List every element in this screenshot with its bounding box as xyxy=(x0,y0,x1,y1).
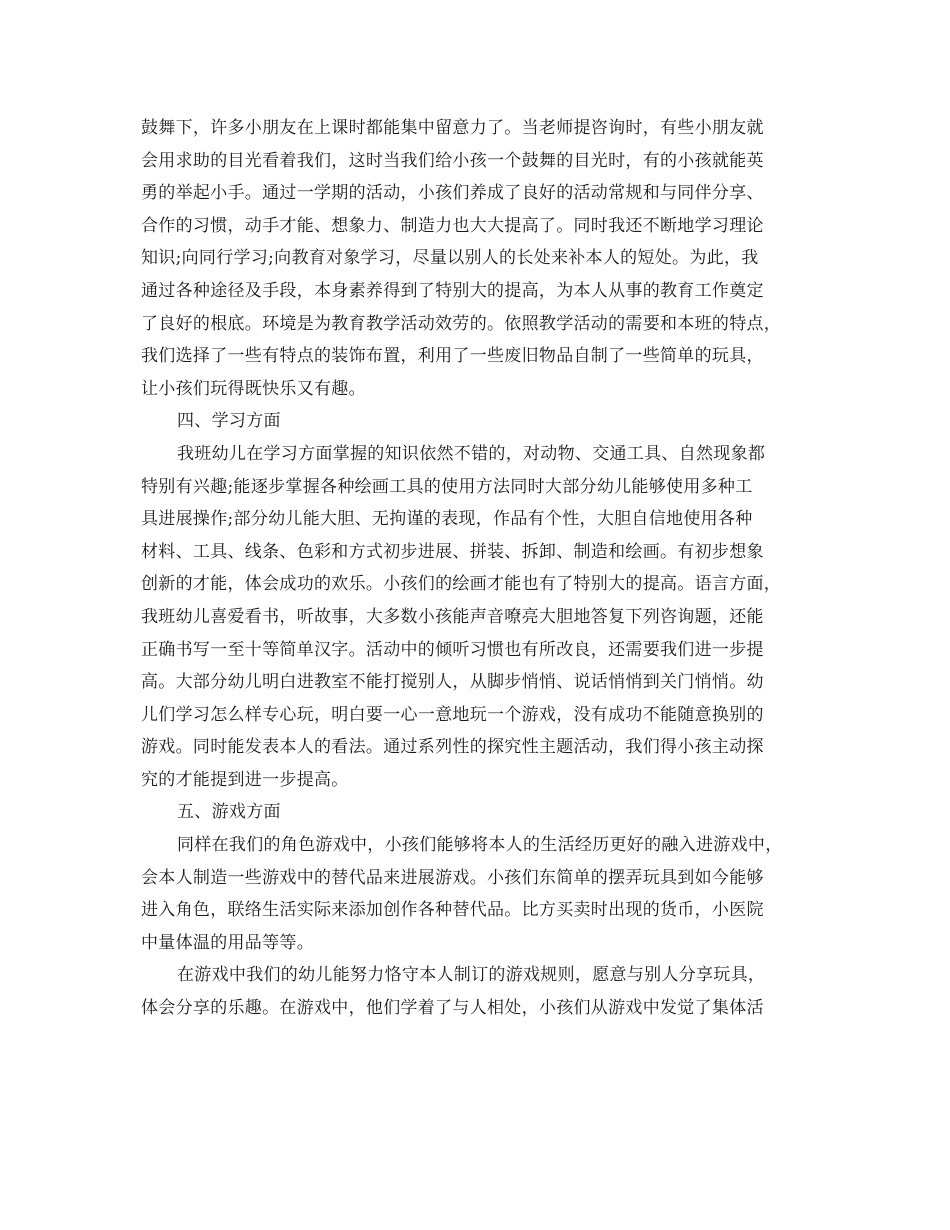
text-line: 我班幼儿在学习方面掌握的知识依然不错的，对动物、交通工具、自然现象都 xyxy=(177,443,766,464)
text-line: 同样在我们的角色游戏中，小孩们能够将本人的生活经历更好的融入进游戏中， xyxy=(177,835,783,856)
text-line: 高。大部分幼儿明白进教室不能打搅别人，从脚步悄悄、说话悄悄到关门悄悄。幼 xyxy=(141,672,764,693)
document-body xyxy=(141,112,821,1025)
text-line: 具进展操作;部分幼儿能大胆、无拘谨的表现，作品有个性，大胆自信地使用各种 xyxy=(141,509,753,530)
text-line: 会用求助的目光看着我们，这时当我们给小孩一个鼓舞的目光时，有的小孩就能英 xyxy=(141,150,764,171)
text-line: 让小孩们玩得既快乐又有趣。 xyxy=(141,378,366,399)
text-line: 正确书写一至十等简单汉字。活动中的倾听习惯也有所改良，还需要我们进一步提 xyxy=(141,639,764,660)
text-line: 中量体温的用品等等。 xyxy=(141,932,314,953)
text-line: 儿们学习怎么样专心玩，明白要一心一意地玩一个游戏，没有成功不能随意换别的 xyxy=(141,704,764,725)
text-line: 了良好的根底。环境是为教育教学活动效劳的。依照教学活动的需要和本班的特点， xyxy=(141,313,782,334)
section-heading-study: 四、学习方面 xyxy=(177,411,281,432)
section-heading-games: 五、游戏方面 xyxy=(177,802,281,823)
text-line: 我们选择了一些有特点的装饰布置，利用了一些废旧物品自制了一些简单的玩具， xyxy=(141,346,764,367)
text-line: 游戏。同时能发表本人的看法。通过系列性的探究性主题活动，我们得小孩主动探 xyxy=(141,737,764,758)
text-line: 材料、工具、线条、色彩和方式初步进展、拼装、拆卸、制造和绘画。有初步想象 xyxy=(141,541,764,562)
text-line: 会本人制造一些游戏中的替代品来进展游戏。小孩们东简单的摆弄玩具到如今能够 xyxy=(141,867,764,888)
text-line: 勇的举起小手。通过一学期的活动，小孩们养成了良好的活动常规和与同伴分享、 xyxy=(141,183,764,204)
text-line: 合作的习惯，动手才能、想象力、制造力也大大提高了。同时我还不断地学习理论 xyxy=(141,215,764,236)
text-line: 我班幼儿喜爱看书，听故事，大多数小孩能声音嘹亮大胆地答复下列咨询题，还能 xyxy=(141,606,764,627)
text-line: 通过各种途径及手段，本身素养得到了特别大的提高，为本人从事的教育工作奠定 xyxy=(141,280,764,301)
text-line: 鼓舞下，许多小朋友在上课时都能集中留意力了。当老师提咨询时，有些小朋友就 xyxy=(141,118,764,138)
text-line: 体会分享的乐趣。在游戏中，他们学着了与人相处，小孩们从游戏中发觉了集体活 xyxy=(141,998,764,1019)
text-line: 知识;向同行学习;向教育对象学习，尽量以别人的长处来补本人的短处。为此，我 xyxy=(141,248,759,269)
text-line: 创新的才能，体会成功的欢乐。小孩们的绘画才能也有了特别大的提高。语言方面， xyxy=(141,574,782,595)
text-line: 进入角色，联络生活实际来添加创作各种替代品。比方买卖时出现的货币，小医院 xyxy=(141,900,764,921)
text-line: 在游戏中我们的幼儿能努力恪守本人制订的游戏规则，愿意与别人分享玩具， xyxy=(177,965,766,986)
text-line: 究的才能提到进一步提高。 xyxy=(141,769,349,790)
text-line: 特别有兴趣;能逐步掌握各种绘画工具的使用方法同时大部分幼儿能够使用多种工 xyxy=(141,476,753,497)
